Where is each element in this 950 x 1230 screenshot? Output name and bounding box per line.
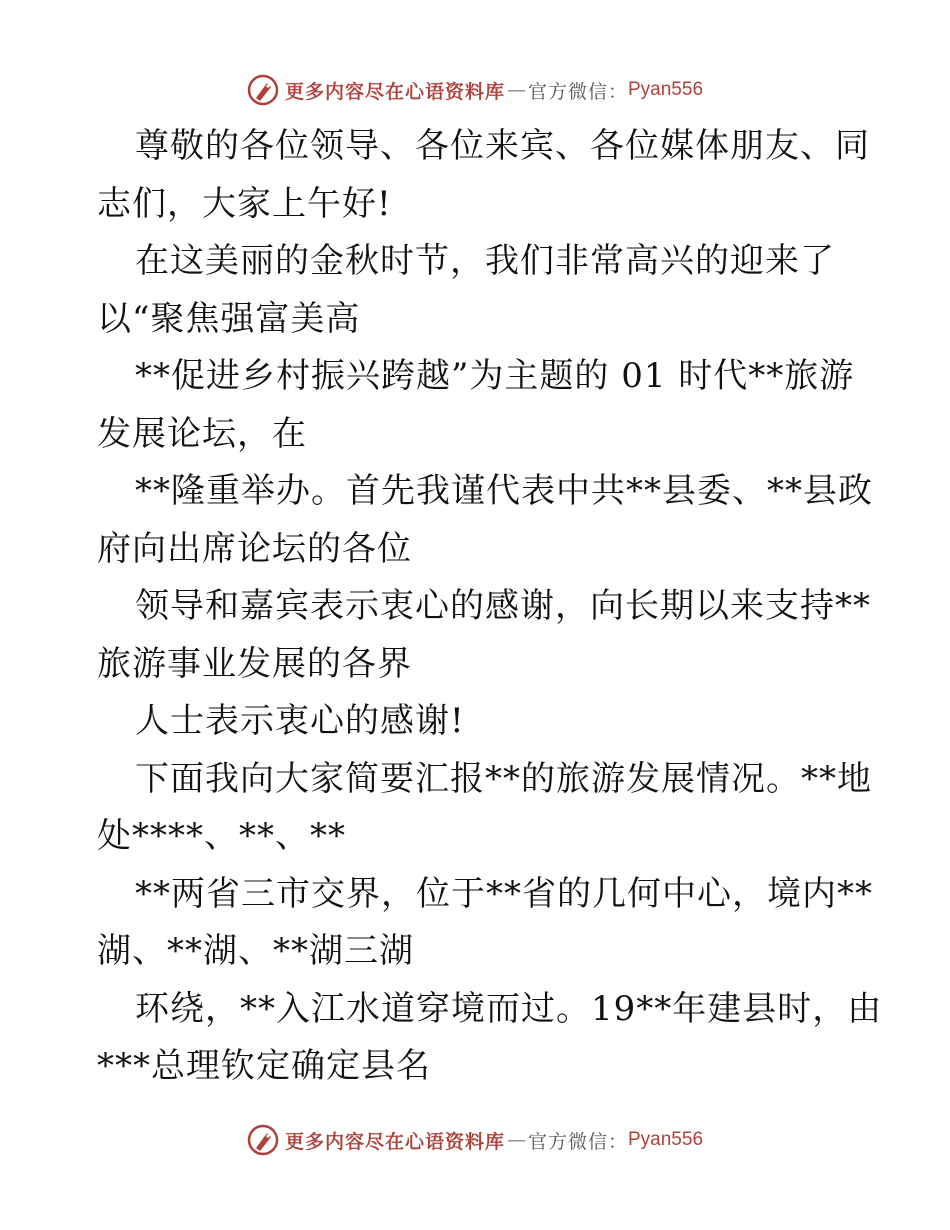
watermark-main-text: 更多内容尽在心语资料库 (284, 1130, 505, 1153)
watermark-separator: — (506, 79, 526, 101)
watermark-wechat-id: Pyan556 (628, 1129, 704, 1150)
body-line: 下面我向大家简要汇报**的旅游发展情况。**地 (135, 758, 872, 799)
body-line: 志们，大家上午好! (97, 183, 392, 224)
watermark-main-text: 更多内容尽在心语资料库 (284, 80, 505, 103)
footer-watermark (0, 1120, 950, 1160)
body-line: **促进乡村振兴跨越”为主题的 01 时代**旅游 (135, 356, 855, 396)
header-watermark (0, 70, 950, 110)
body-line: 旅游事业发展的各界 (97, 643, 412, 684)
watermark-wechat-label: 官方微信： (527, 1130, 628, 1153)
body-line: 在这美丽的金秋时节，我们非常高兴的迎来了 (135, 241, 835, 281)
body-line: **两省三市交界，位于**省的几何中心，境内** (135, 873, 873, 914)
pen-nib-logo-icon (247, 74, 279, 106)
body-line: ***总理钦定确定县名 (97, 1046, 431, 1086)
watermark-wechat-label: 官方微信： (527, 80, 628, 103)
pen-nib-logo-icon (247, 1124, 279, 1156)
body-line: 人士表示衷心的感谢! (135, 701, 465, 741)
body-line: **隆重举办。首先我谨代表中共**县委、**县政 (135, 471, 873, 511)
body-line: 府向出席论坛的各位 (97, 528, 412, 569)
body-line: 以“聚焦强富美高 (97, 298, 361, 339)
watermark-wechat-id: Pyan556 (628, 79, 704, 100)
document-body (97, 118, 883, 1096)
body-line: 处****、**、** (97, 816, 346, 856)
body-line: 湖、**湖、**湖三湖 (97, 931, 414, 971)
body-line: 尊敬的各位领导、各位来宾、各位媒体朋友、同 (135, 126, 870, 166)
body-line: 领导和嘉宾表示衷心的感谢，向长期以来支持** (135, 586, 871, 626)
body-line: 环绕，**入江水道穿境而过。19**年建县时，由 (135, 988, 883, 1029)
watermark-separator: — (506, 1129, 526, 1151)
body-line: 发展论坛，在 (97, 413, 307, 454)
